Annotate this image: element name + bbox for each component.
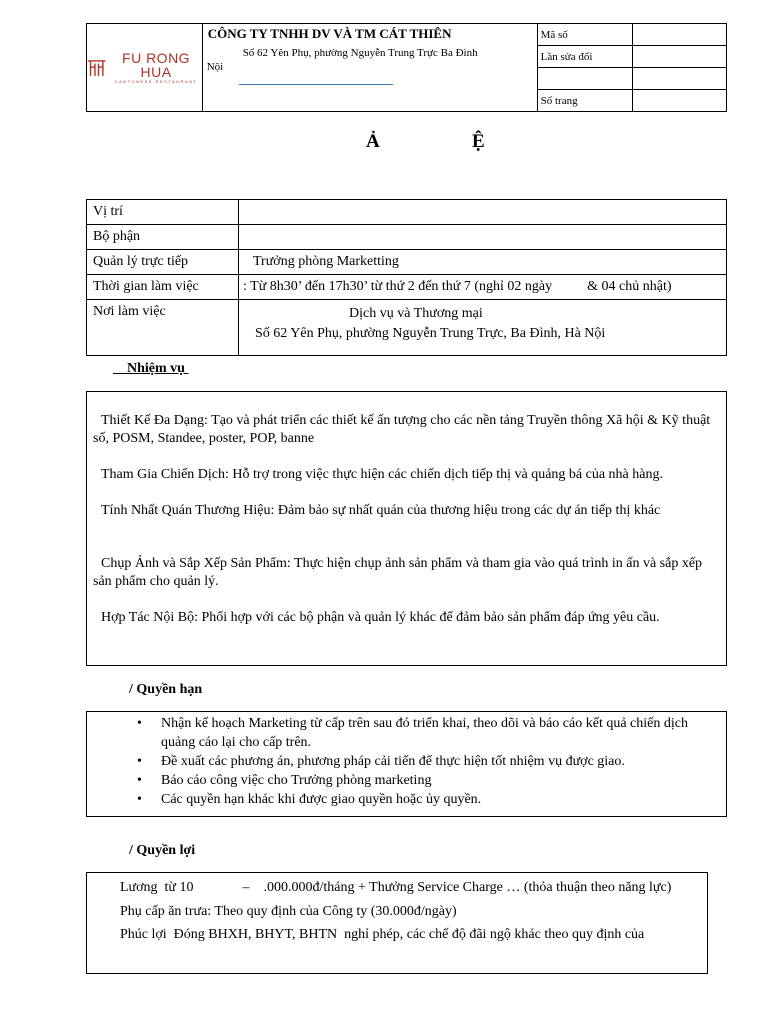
company-address-line2: Nội	[206, 61, 224, 73]
logo-subtitle: CANTONESE RESTAURANT	[114, 79, 198, 84]
meta-value-code	[632, 24, 726, 46]
bullet-icon: •	[137, 792, 142, 807]
meta-label-blank	[537, 68, 632, 90]
rights-item-text: Báo cáo công việc cho Trưởng phòng marketing	[161, 773, 432, 788]
title-char-2: Ệ	[472, 131, 485, 152]
info-value	[239, 225, 727, 250]
meta-label-page: Số trang	[537, 90, 632, 112]
company-name: CÔNG TY TNHH DV VÀ TM CÁT THIÊN	[207, 26, 452, 41]
meta-value-blank	[632, 68, 726, 90]
meta-label-code: Mã số	[537, 24, 632, 46]
duties-box	[86, 391, 727, 666]
info-label: Quản lý trực tiếp	[87, 250, 239, 275]
benefits-box	[86, 872, 708, 974]
duty-item: Thiết Kế Đa Dạng: Tạo và phát triển các thiết kế ấn tượng cho các nền tảng Truyền thông Xã hội & Kỹ thuật số, POSM, Standee, poster, POP, banne	[93, 413, 711, 446]
duty-item: Chụp Ảnh và Sắp Xếp Sản Phẩm: Thực hiện chụp ảnh sản phẩm và tham gia vào quá trình in ấn và sắp xếp sản phẩm cho quản lý.	[93, 556, 703, 589]
info-row-hours	[87, 275, 727, 300]
info-label: Thời gian làm việc	[87, 275, 239, 300]
job-info-table	[86, 199, 727, 356]
rights-item-text: Nhận kế hoạch Marketing từ cấp trên sau đó triển khai, theo dõi và báo cáo kết quả chiến dịch quảng cáo lại cho cấp trên.	[161, 716, 688, 750]
info-row-position	[87, 200, 727, 225]
title-char-1: Ả	[366, 131, 380, 152]
duties-heading-text: Nhiệm vụ	[127, 361, 185, 376]
meta-value-page	[632, 90, 726, 112]
rights-heading: / Quyền hạn	[129, 682, 203, 697]
workplace-line2: Số 62 Yên Phụ, phường Nguyễn Trung Trực, Ba Đình, Hà Nội	[255, 326, 606, 341]
list-item	[87, 714, 726, 752]
duty-item: Hợp Tác Nội Bộ: Phối hợp với các bộ phận và quản lý khác để đảm bảo sản phẩm đáp ứng yêu cầu.	[101, 610, 660, 625]
bullet-icon: •	[137, 754, 142, 769]
info-row-manager	[87, 250, 727, 275]
bullet-icon: •	[137, 773, 142, 788]
company-info-cell	[202, 24, 537, 112]
benefit-line: Lương từ 10 – .000.000đ/tháng + Thưởng Service Charge … (thỏa thuận theo năng lực)	[120, 880, 672, 895]
benefit-line: Phúc lợi Đóng BHXH, BHYT, BHTN nghỉ phép, các chế độ đãi ngộ khác theo quy định của	[120, 927, 645, 942]
list-item	[87, 771, 726, 790]
company-address-line1: Số 62 Yên Phụ, phường Nguyễn Trung Trực Ba Đình	[242, 47, 478, 59]
company-logo	[87, 51, 202, 84]
rights-item-text: Các quyền hạn khác khi được giao quyền hoặc ủy quyền.	[161, 792, 482, 807]
info-label: Bộ phận	[87, 225, 239, 250]
rights-list	[87, 714, 726, 809]
duties-heading	[113, 361, 188, 377]
info-row-department	[87, 225, 727, 250]
duty-item: Tính Nhất Quán Thương Hiệu: Đảm bảo sự nhất quán của thương hiệu trong các dự án tiếp thị khác	[101, 503, 661, 518]
info-value-workplace	[239, 300, 727, 356]
bullet-icon: •	[137, 716, 142, 731]
benefits-heading: / Quyền lợi	[129, 843, 196, 858]
info-label: Nơi làm việc	[87, 300, 239, 356]
duty-item: Tham Gia Chiến Dịch: Hỗ trợ trong việc thực hiện các chiến dịch tiếp thị và quảng bá của nhà hàng.	[101, 467, 663, 482]
logo-text: FU RONG HUA	[122, 50, 191, 80]
company-address	[207, 46, 533, 74]
list-item	[87, 790, 726, 809]
meta-label-revision: Lần sửa đổi	[537, 46, 632, 68]
info-label: Vị trí	[87, 200, 239, 225]
logo-cell	[87, 24, 203, 112]
document-header	[86, 23, 727, 112]
info-value: : Từ 8h30’ đến 17h30’ từ thứ 2 đến thứ 7 (nghỉ 02 ngày & 04 chủ nhật)	[239, 275, 727, 300]
info-value	[239, 200, 727, 225]
fu-rong-hua-logo-icon	[87, 58, 106, 78]
meta-value-revision	[632, 46, 726, 68]
benefit-line: Phụ cấp ăn trưa: Theo quy định của Công ty (30.000đ/ngày)	[120, 904, 457, 919]
info-value: Trưởng phòng Marketting	[239, 250, 727, 275]
list-item	[87, 752, 726, 771]
info-row-workplace	[87, 300, 727, 356]
rights-item-text: Đề xuất các phương án, phương pháp cải tiến để thực hiện tốt nhiệm vụ được giao.	[161, 754, 625, 769]
workplace-line1: Dịch vụ và Thương mại	[349, 306, 483, 321]
company-underline	[239, 84, 393, 85]
rights-box	[86, 711, 727, 817]
